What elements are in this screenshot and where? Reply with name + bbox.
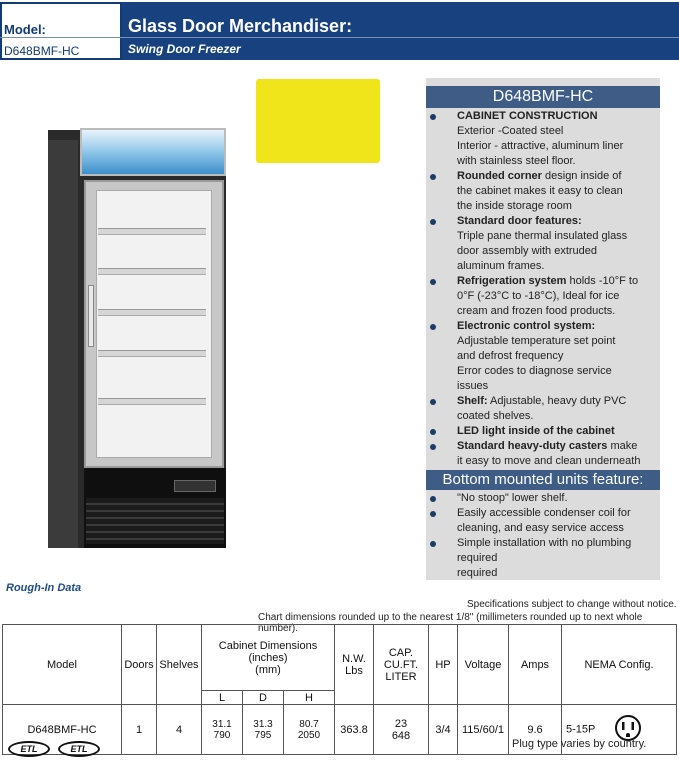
cell-d-mm: 795 <box>254 729 272 741</box>
cabinet-dims-mm: (mm) <box>255 663 281 676</box>
model-value: D648BMF-HC <box>4 44 80 58</box>
bottom-features-title: Bottom mounted units feature: <box>426 470 660 490</box>
cell-d <box>243 705 284 755</box>
freezer-handle <box>88 285 94 347</box>
feature-text: the cabinet makes it easy to clean <box>457 185 623 197</box>
bullet-icon <box>430 541 436 547</box>
header-doors: Doors <box>122 625 157 705</box>
feature-text: with stainless steel floor. <box>457 155 576 167</box>
cell-model: D648BMF-HC <box>3 705 122 755</box>
cell-h-in: 80.7 <box>299 718 319 730</box>
feature-line <box>457 230 627 242</box>
feature-text: and defrost frequency <box>457 350 564 362</box>
cell-hp: 3/4 <box>429 705 458 755</box>
feature-text: Error codes to diagnose service <box>457 365 612 377</box>
feature-bold: Refrigeration system <box>457 275 567 287</box>
cell-doors: 1 <box>122 705 157 755</box>
bullet-icon <box>430 174 436 180</box>
feature-line <box>457 185 623 197</box>
cap-label: CAP. <box>388 646 414 659</box>
cell-voltage: 115/60/1 <box>458 705 509 755</box>
color-swatch <box>256 79 380 163</box>
bullet-icon <box>430 429 436 435</box>
feature-line <box>457 245 597 257</box>
nema-value: 5-15P <box>566 723 596 736</box>
feature-text: door assembly with extruded <box>457 245 598 257</box>
feature-text: 0°F (-23°C to -18°C), Ideal for ice <box>457 290 620 302</box>
cell-h-mm: 2050 <box>297 729 321 741</box>
feature-bold: CABINET CONSTRUCTION <box>457 110 598 122</box>
feature-line <box>457 380 488 392</box>
bullet-icon <box>430 114 436 120</box>
feature-bold: Shelf: <box>457 395 488 407</box>
feature-line <box>457 395 626 407</box>
nw-unit: Lbs <box>345 664 363 677</box>
freezer-control-panel <box>174 480 216 492</box>
cell-h <box>284 705 335 755</box>
page-title: Glass Door Merchandiser: <box>128 16 353 36</box>
model-label: Model: <box>4 22 46 37</box>
feature-line <box>457 125 563 137</box>
bottom-feature-line: Easily accessible condenser coil for <box>457 507 631 519</box>
header-model: Model <box>3 625 122 705</box>
spec-change-note: Specifications subject to change without notice. <box>467 599 677 610</box>
plug-note: Plug type varies by country. <box>512 738 647 750</box>
cell-nw: 363.8 <box>335 705 374 755</box>
freezer-shelf <box>98 350 206 357</box>
feature-text: Adjustable temperature set point <box>457 335 616 347</box>
cabinet-dims-label: Cabinet Dimensions <box>218 639 318 652</box>
feature-line <box>457 140 623 152</box>
feature-text: Exterior -Coated steel <box>457 125 564 137</box>
feature-line <box>457 110 598 122</box>
feature-text: holds -10°F to <box>566 275 639 287</box>
feature-text: issues <box>457 380 489 392</box>
cap-liter-label: LITER <box>385 670 417 683</box>
header-amps: Amps <box>509 625 562 705</box>
bottom-feature-line: Simple installation with no plumbing <box>457 537 632 549</box>
spec-table <box>2 624 677 755</box>
feature-line <box>457 275 638 287</box>
nw-label: N.W. <box>342 652 366 665</box>
feature-line <box>457 215 582 227</box>
feature-text: cream and frozen food products. <box>457 305 616 317</box>
freezer-shelf <box>98 398 206 405</box>
freezer-shelf <box>98 309 206 316</box>
header-l: L <box>202 691 243 705</box>
cell-cap <box>374 705 429 755</box>
feature-bold: Rounded corner <box>457 170 542 182</box>
freezer-header-panel <box>80 128 226 176</box>
freezer-side <box>48 140 78 548</box>
cabinet-dims-inches: (inches) <box>248 651 288 664</box>
etl-logo: ETL <box>8 741 50 757</box>
feature-line <box>457 455 640 467</box>
bullet-icon <box>430 219 436 225</box>
bottom-feature-line: required <box>457 552 498 564</box>
cell-cap-cuft: 23 <box>394 717 408 730</box>
feature-text: aluminum frames. <box>457 260 545 272</box>
feature-panel-title: D648BMF-HC <box>426 86 660 108</box>
freezer-shelf <box>98 228 206 235</box>
feature-bold: Electronic control system: <box>457 320 596 332</box>
cell-l-mm: 790 <box>213 729 231 741</box>
bullet-icon <box>430 279 436 285</box>
bullet-icon <box>430 444 436 450</box>
feature-line <box>457 320 595 332</box>
feature-text: make <box>607 440 638 452</box>
feature-line <box>457 440 637 452</box>
feature-line <box>457 365 612 377</box>
cap-cuft-label: CU.FT. <box>383 658 419 671</box>
feature-text: Interior - attractive, aluminum liner <box>457 140 624 152</box>
freezer-grille <box>86 498 224 544</box>
feature-text: Adjustable, heavy duty PVC <box>487 395 627 407</box>
cell-cap-liter: 648 <box>391 729 411 742</box>
feature-line <box>457 155 576 167</box>
etl-logo: ETL <box>58 741 100 757</box>
header-nema: NEMA Config. <box>562 625 677 705</box>
page-subtitle: Swing Door Freezer <box>128 42 241 56</box>
feature-text: the inside storage room <box>457 200 572 212</box>
header-voltage: Voltage <box>458 625 509 705</box>
feature-text: design inside of <box>541 170 622 182</box>
feature-text: it easy to move and clean underneath <box>457 455 641 467</box>
feature-line <box>457 200 572 212</box>
bullet-icon <box>430 496 436 502</box>
feature-bold: Standard heavy-duty casters <box>457 440 608 452</box>
feature-line <box>457 260 544 272</box>
bottom-feature-line: cleaning, and easy service access <box>457 522 624 534</box>
feature-text: Triple pane thermal insulated glass <box>457 230 628 242</box>
header-hp: HP <box>429 625 458 705</box>
bottom-feature-line: "No stoop" lower shelf. <box>457 492 568 504</box>
header-divider <box>0 37 679 38</box>
feature-line <box>457 290 619 302</box>
header-h: H <box>284 691 335 705</box>
header-shelves: Shelves <box>157 625 202 705</box>
header-cabinet-dims <box>202 625 335 691</box>
feature-line <box>457 425 615 437</box>
feature-line <box>457 350 563 362</box>
rounding-note: Chart dimensions rounded up to the nearest 1/8" (millimeters rounded up to next whole number). <box>258 612 643 634</box>
bullet-icon <box>430 511 436 517</box>
header-d: D <box>243 691 284 705</box>
feature-line <box>457 410 533 422</box>
rough-in-heading: Rough-In Data <box>6 582 82 594</box>
feature-line <box>457 305 615 317</box>
cell-d-in: 31.3 <box>253 718 273 730</box>
cell-shelves: 4 <box>157 705 202 755</box>
feature-line <box>457 335 615 347</box>
header-cap <box>374 625 429 705</box>
bullet-icon <box>430 324 436 330</box>
feature-line <box>457 170 621 182</box>
bullet-icon <box>430 399 436 405</box>
feature-text: coated shelves. <box>457 410 534 422</box>
cell-l <box>202 705 243 755</box>
bottom-feature-line: required <box>457 567 498 579</box>
feature-bold: Standard door features: <box>457 215 582 227</box>
header-nw <box>335 625 374 705</box>
cell-amps: 9.6 <box>509 705 562 755</box>
feature-bold: LED light inside of the cabinet <box>457 425 615 437</box>
freezer-shelf <box>98 268 206 275</box>
cell-l-in: 31.1 <box>212 718 232 730</box>
